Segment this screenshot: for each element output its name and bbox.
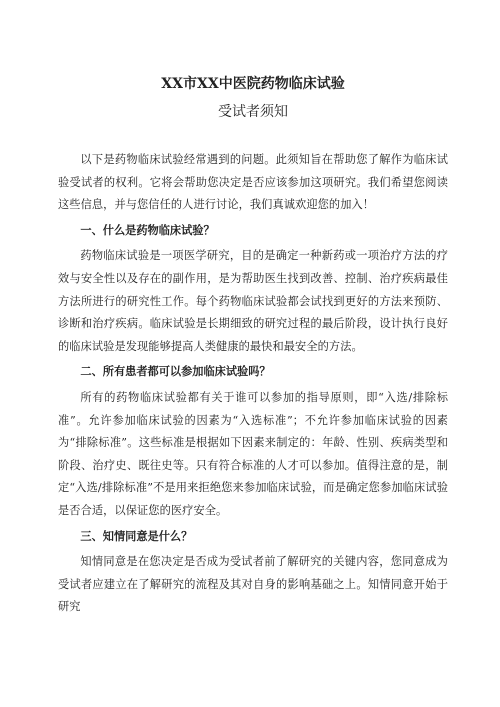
section-heading-3: 三、知情同意是什么？	[80, 529, 193, 543]
document-subtitle: 受试者须知	[218, 104, 288, 120]
section-body-1: 药物临床试验是一项医学研究，目的是确定一种新药或一项治疗方法的疗效与安全性以及存在的副作用，是为帮助医生找到改善、控制、治疗疾病最佳方法所进行的研究性工作。每个药物临床试验都会试找到更好的方法来预防、诊断和治疗疾病。临床试验是长期细致的研究过程的最后阶段，设计执行良好的临床试验是发现能够提高人类健康的最快和最安全的方法。	[58, 249, 448, 353]
section-body-3: 知情同意是在您决定是否成为受试者前了解研究的关键内容，您同意成为受试者应建立在了解研究的流程及其对自身的影响基础之上。知情同意开始于研究	[58, 555, 448, 614]
section-heading-2: 二、所有患者都可以参加临床试验吗？	[80, 365, 271, 379]
section-heading-1: 一、什么是药物临床试验？	[80, 223, 215, 237]
document-title: XX市XX中医院药物临床试验	[161, 76, 345, 92]
section-body-2: 所有的药物临床试验都有关于谁可以参加的指导原则，即“入选/排除标准”。允许参加临床试验的因素为“入选标准”；不允许参加临床试验的因素为“排除标准”。这些标准是根据如下因素来制定的：年龄、性别、疾病类型和阶段、治疗史、既往史等。只有符合标准的人才可以参加。值得注意的是，制定“入选/排除标准”不是用来拒绝您来参加临床试验，而是确定您参加临床试验是否合适，以保证您的医疗安全。	[58, 390, 448, 517]
intro-paragraph: 以下是药物临床试验经常遇到的问题。此须知旨在帮助您了解作为临床试验受试者的权利。它将会帮助您决定是否应该参加这项研究。我们希望您阅读这些信息，并与您信任的人进行讨论，我们真诚欢迎您的加入！	[58, 153, 448, 212]
